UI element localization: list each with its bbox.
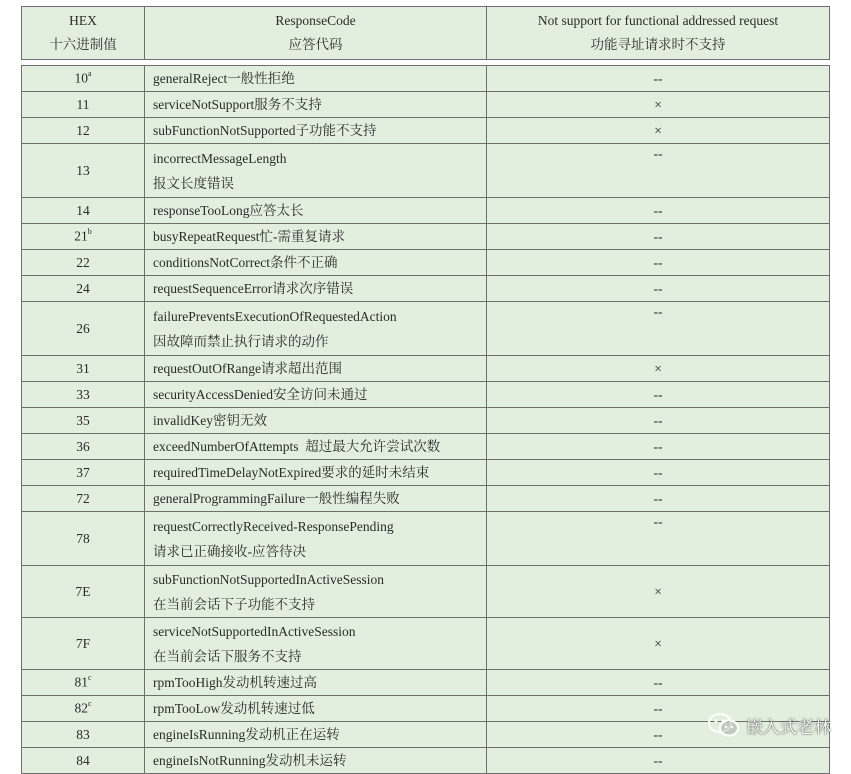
response-code-name: failurePreventsExecutionOfRequestedAction [153, 308, 397, 324]
functional-support-cell: × [487, 618, 830, 670]
response-code-name: requiredTimeDelayNotExpired要求的延时未结束 [153, 465, 430, 480]
response-code-name: engineIsNotRunning发动机未运转 [153, 753, 347, 768]
response-code-name: generalProgrammingFailure一般性编程失败 [153, 491, 400, 506]
watermark-text: 嵌入式老林 [746, 717, 831, 738]
hex-value: 33 [76, 386, 90, 402]
hex-value: 81 [74, 674, 88, 690]
hex-value: 22 [76, 254, 90, 270]
functional-support-cell: -- [487, 722, 830, 748]
hex-value: 78 [76, 530, 90, 546]
response-code-cell [145, 748, 487, 774]
hex-cell [22, 486, 145, 512]
response-code-name: requestOutOfRange请求超出范围 [153, 361, 342, 376]
header-response-code-en: ResponseCode [275, 13, 356, 28]
response-code-name: conditionsNotCorrect条件不正确 [153, 255, 338, 270]
hex-cell [22, 566, 145, 618]
table-row [22, 486, 830, 512]
hex-value: 13 [76, 162, 90, 178]
hex-cell [22, 382, 145, 408]
hex-value: 35 [76, 412, 90, 428]
response-code-name: subFunctionNotSupported子功能不支持 [153, 123, 377, 138]
response-code-name: requestSequenceError请求次序错误 [153, 281, 354, 296]
hex-value: 21 [74, 228, 88, 244]
response-code-cell [145, 696, 487, 722]
functional-support-cell: × [487, 118, 830, 144]
footnote-marker: a [87, 69, 92, 79]
response-code-name: rpmTooHigh发动机转速过高 [153, 675, 318, 690]
functional-support-cell: -- [487, 250, 830, 276]
table-row [22, 144, 830, 198]
table-row [22, 92, 830, 118]
response-code-name: securityAccessDenied安全访问未通过 [153, 387, 368, 402]
response-code-cell [145, 722, 487, 748]
response-code-name: rpmTooLow发动机转速过低 [153, 701, 315, 716]
response-code-description: 在当前会话下服务不支持 [153, 648, 302, 664]
footnote-marker: c [87, 699, 92, 709]
hex-cell [22, 356, 145, 382]
functional-support-cell: -- [487, 512, 830, 566]
hex-cell [22, 276, 145, 302]
response-code-cell [145, 302, 487, 356]
header-functional-support-en: Not support for functional addressed request [537, 13, 779, 28]
response-code-cell [145, 670, 487, 696]
hex-value: 11 [76, 96, 90, 112]
table-row [22, 198, 830, 224]
hex-value: 26 [76, 320, 90, 336]
response-code-name: subFunctionNotSupportedInActiveSession [153, 571, 384, 587]
response-code-cell [145, 512, 487, 566]
footnote-marker: c [87, 673, 92, 683]
response-code-cell [145, 224, 487, 250]
header-hex [22, 7, 145, 60]
table-row [22, 512, 830, 566]
hex-cell [22, 224, 145, 250]
table-row [22, 618, 830, 670]
response-code-name: engineIsRunning发动机正在运转 [153, 727, 340, 742]
hex-cell [22, 302, 145, 356]
response-code-cell [145, 382, 487, 408]
functional-support-cell: -- [487, 382, 830, 408]
header-hex-cn: 十六进制值 [49, 37, 117, 52]
table-row [22, 356, 830, 382]
header-response-code [145, 7, 487, 60]
hex-value: 37 [76, 464, 90, 480]
response-code-name: serviceNotSupport服务不支持 [153, 97, 322, 112]
functional-support-cell: -- [487, 198, 830, 224]
response-code-cell [145, 144, 487, 198]
response-code-cell [145, 276, 487, 302]
hex-value: 83 [76, 726, 90, 742]
hex-value: 7F [75, 635, 91, 651]
response-code-name: incorrectMessageLength [153, 150, 287, 166]
response-code-cell [145, 118, 487, 144]
table-row [22, 670, 830, 696]
functional-support-cell: -- [487, 748, 830, 774]
response-code-cell [145, 92, 487, 118]
hex-cell [22, 66, 145, 92]
hex-cell [22, 92, 145, 118]
hex-value: 82 [74, 700, 88, 716]
functional-support-cell: -- [487, 434, 830, 460]
header-hex-en: HEX [69, 13, 97, 28]
hex-value: 7E [75, 583, 91, 599]
response-code-name: generalReject一般性拒绝 [153, 71, 295, 86]
hex-cell [22, 408, 145, 434]
hex-value: 31 [76, 360, 90, 376]
response-code-cell [145, 460, 487, 486]
hex-cell [22, 618, 145, 670]
table-row [22, 66, 830, 92]
table-row [22, 118, 830, 144]
functional-support-cell: -- [487, 144, 830, 198]
response-code-table-container [21, 6, 829, 774]
hex-value: 72 [76, 490, 90, 506]
hex-cell [22, 512, 145, 566]
functional-support-cell: -- [487, 66, 830, 92]
functional-support-cell: × [487, 356, 830, 382]
functional-support-cell: -- [487, 460, 830, 486]
hex-value: 12 [76, 122, 90, 138]
hex-cell [22, 144, 145, 198]
response-code-cell [145, 434, 487, 460]
table-row [22, 382, 830, 408]
hex-value: 14 [76, 202, 90, 218]
hex-cell [22, 670, 145, 696]
table-row [22, 566, 830, 618]
functional-support-cell: -- [487, 302, 830, 356]
table-body [22, 60, 830, 774]
response-code-cell [145, 198, 487, 224]
table-header-row [22, 7, 830, 60]
functional-support-cell: -- [487, 224, 830, 250]
footnote-marker: b [87, 227, 92, 237]
response-code-name: responseTooLong应答太长 [153, 203, 304, 218]
hex-cell [22, 250, 145, 276]
table-row [22, 460, 830, 486]
functional-support-cell: -- [487, 276, 830, 302]
response-code-name: invalidKey密钥无效 [153, 413, 267, 428]
header-response-code-cn: 应答代码 [288, 37, 343, 52]
response-code-cell [145, 66, 487, 92]
response-code-description: 报文长度错误 [153, 175, 234, 191]
hex-cell [22, 748, 145, 774]
header-functional-support-cn: 功能寻址请求时不支持 [590, 37, 726, 52]
response-code-description: 请求已正确接收-应答待决 [153, 543, 306, 559]
table-row [22, 250, 830, 276]
response-code-cell [145, 618, 487, 670]
functional-support-cell: -- [487, 486, 830, 512]
response-code-cell [145, 566, 487, 618]
response-code-cell [145, 486, 487, 512]
table-row [22, 302, 830, 356]
hex-cell [22, 460, 145, 486]
functional-support-cell: -- [487, 696, 830, 722]
response-code-description: 在当前会话下子功能不支持 [153, 596, 315, 612]
table-row [22, 224, 830, 250]
functional-support-cell: × [487, 566, 830, 618]
table-row [22, 748, 830, 774]
response-code-table [21, 6, 830, 774]
hex-value: 10 [74, 70, 88, 86]
response-code-description: 因故障而禁止执行请求的动作 [153, 333, 329, 349]
response-code-cell [145, 356, 487, 382]
hex-cell [22, 198, 145, 224]
response-code-name: exceedNumberOfAttempts 超过最大允许尝试次数 [153, 439, 441, 454]
hex-cell [22, 118, 145, 144]
header-functional-support [487, 7, 830, 60]
hex-value: 24 [76, 280, 90, 296]
watermark [708, 712, 831, 738]
response-code-name: requestCorrectlyReceived-ResponsePending [153, 518, 394, 534]
table-row [22, 408, 830, 434]
hex-value: 36 [76, 438, 90, 454]
functional-support-cell: -- [487, 408, 830, 434]
functional-support-cell: × [487, 92, 830, 118]
hex-cell [22, 696, 145, 722]
response-code-cell [145, 250, 487, 276]
hex-cell [22, 434, 145, 460]
table-row [22, 434, 830, 460]
hex-value: 84 [76, 752, 90, 768]
hex-cell [22, 722, 145, 748]
wechat-icon [708, 712, 740, 738]
response-code-cell [145, 408, 487, 434]
table-row [22, 276, 830, 302]
response-code-name: busyRepeatRequest忙-需重复请求 [153, 229, 345, 244]
response-code-name: serviceNotSupportedInActiveSession [153, 623, 356, 639]
functional-support-cell: -- [487, 670, 830, 696]
